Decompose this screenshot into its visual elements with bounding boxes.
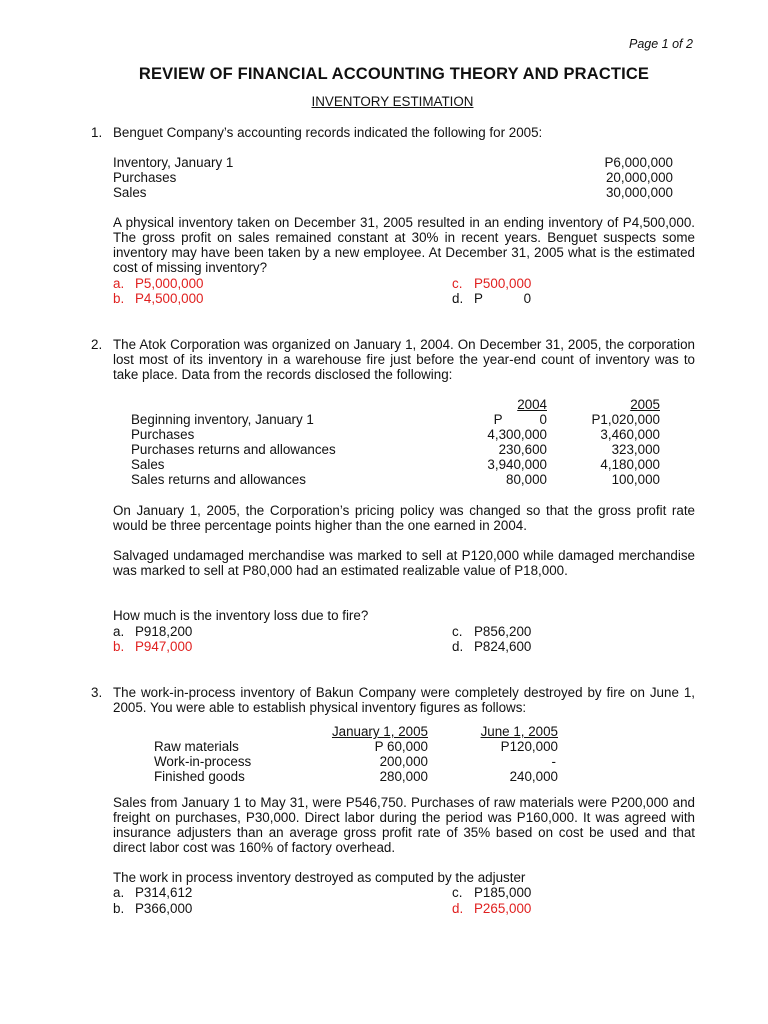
q3-question: The work in process inventory destroyed as computed by the adjuster bbox=[113, 870, 526, 885]
q2-pricing-paragraph: On January 1, 2005, the Corporation’s pricing policy was changed so that the gross profit rate would be three percentage points higher than the one earned in 2004. bbox=[113, 503, 695, 534]
q2-option-c bbox=[452, 624, 531, 639]
q3-col-january: January 1, 2005 bbox=[331, 724, 428, 739]
option-letter: d. bbox=[452, 291, 464, 306]
q3-row-v2: 240,000 bbox=[509, 769, 558, 784]
option-letter: b. bbox=[113, 901, 125, 916]
q1-row-value: 30,000,000 bbox=[605, 185, 673, 200]
q3-option-c bbox=[452, 885, 531, 900]
q2-row-v1: 3,940,000 bbox=[487, 457, 547, 472]
q2-row-v2: 3,460,000 bbox=[600, 427, 660, 442]
q1-row-label: Purchases bbox=[113, 170, 177, 185]
option-text: P185,000 bbox=[474, 885, 532, 900]
q2-row-label: Sales returns and allowances bbox=[131, 472, 306, 487]
q3-intro: The work-in-process inventory of Bakun Company were completely destroyed by fire on June 1, 2005. You were able to establish physical inventory figures as follows: bbox=[113, 685, 695, 716]
option-letter: b. bbox=[113, 291, 125, 306]
q3-number: 3. bbox=[91, 685, 103, 700]
q1-question: A physical inventory taken on December 31, 2005 resulted in an ending inventory of P4,500,000. The gross profit on sales remained constant at 30% in recent years. Benguet suspects some inventory may have been taken by a new employee. At December 31, 2005 what is the estimated cost of missing inventory? bbox=[113, 215, 695, 276]
q2-row-label: Purchases bbox=[131, 427, 195, 442]
option-text: P265,000 bbox=[474, 901, 532, 916]
q3-row-v2: P120,000 bbox=[500, 739, 558, 754]
q3-col-june: June 1, 2005 bbox=[480, 724, 558, 739]
q3-row-v1: 200,000 bbox=[379, 754, 428, 769]
q2-row-v1: 230,600 bbox=[498, 442, 547, 457]
q2-row-label: Sales bbox=[131, 457, 165, 472]
option-letter: c. bbox=[452, 885, 463, 900]
q3-details-paragraph: Sales from January 1 to May 31, were P546,750. Purchases of raw materials were P200,000 and freight on purchases, P30,000. Direct labor during the period was P160,000. It was agreed with insurance adjusters than an average gross profit rate of 35% based on cost be used and that direct labor cost was 160% of factory overhead. bbox=[113, 795, 695, 856]
q1-row-label: Sales bbox=[113, 185, 147, 200]
q1-intro: Benguet Company’s accounting records indicated the following for 2005: bbox=[113, 125, 543, 140]
q3-option-d bbox=[452, 901, 531, 916]
q3-row-v1: 280,000 bbox=[379, 769, 428, 784]
option-letter: c. bbox=[452, 276, 463, 291]
option-letter: b. bbox=[113, 639, 125, 654]
option-text: P500,000 bbox=[474, 276, 532, 291]
q2-salvage-paragraph: Salvaged undamaged merchandise was marked to sell at P120,000 while damaged merchandise was marked to sell at P80,000 had an estimated realizable value of P18,000. bbox=[113, 548, 695, 579]
q2-option-d bbox=[452, 639, 531, 654]
option-text: P947,000 bbox=[135, 639, 193, 654]
option-text: P918,200 bbox=[135, 624, 193, 639]
q2-row-v2: 323,000 bbox=[611, 442, 660, 457]
option-letter: c. bbox=[452, 624, 463, 639]
q2-question: How much is the inventory loss due to fire? bbox=[113, 608, 369, 623]
q3-row-label: Finished goods bbox=[154, 769, 245, 784]
q1-option-b bbox=[113, 291, 204, 306]
option-letter: d. bbox=[452, 639, 464, 654]
q2-row-v2: 4,180,000 bbox=[600, 457, 660, 472]
q2-row-v1: P 0 bbox=[493, 412, 547, 427]
q2-option-b bbox=[113, 639, 192, 654]
option-text: P314,612 bbox=[135, 885, 193, 900]
option-text: P5,000,000 bbox=[135, 276, 204, 291]
q2-row-v1: 4,300,000 bbox=[487, 427, 547, 442]
q1-option-c bbox=[452, 276, 531, 291]
q1-number: 1. bbox=[91, 125, 103, 140]
q3-row-v2: - bbox=[551, 754, 556, 769]
q1-option-a bbox=[113, 276, 204, 291]
q1-row-value: 20,000,000 bbox=[605, 170, 673, 185]
q2-row-label: Beginning inventory, January 1 bbox=[131, 412, 314, 427]
q3-row-v1: P 60,000 bbox=[374, 739, 428, 754]
option-text: P824,600 bbox=[474, 639, 532, 654]
page-number: Page 1 of 2 bbox=[629, 37, 693, 51]
q1-row-label: Inventory, January 1 bbox=[113, 155, 234, 170]
q3-option-a bbox=[113, 885, 192, 900]
q2-option-a bbox=[113, 624, 192, 639]
q2-intro: The Atok Corporation was organized on January 1, 2004. On December 31, 2005, the corporation lost most of its inventory in a warehouse fire just before the year-end count of inventory was to take place. Data from the records disclosed the following: bbox=[113, 337, 695, 383]
option-text: P 0 bbox=[474, 291, 532, 306]
option-letter: a. bbox=[113, 276, 125, 291]
q2-col-2004: 2004 bbox=[517, 397, 547, 412]
option-text: P4,500,000 bbox=[135, 291, 204, 306]
q2-row-v2: P1,020,000 bbox=[591, 412, 660, 427]
q3-row-label: Raw materials bbox=[154, 739, 239, 754]
q2-col-2005: 2005 bbox=[630, 397, 660, 412]
document-title: REVIEW OF FINANCIAL ACCOUNTING THEORY AND PRACTICE bbox=[138, 65, 650, 83]
option-letter: a. bbox=[113, 624, 125, 639]
option-text: P366,000 bbox=[135, 901, 193, 916]
q2-number: 2. bbox=[91, 337, 103, 352]
option-text: P856,200 bbox=[474, 624, 532, 639]
option-letter: d. bbox=[452, 901, 464, 916]
q3-row-label: Work-in-process bbox=[154, 754, 252, 769]
q2-row-label: Purchases returns and allowances bbox=[131, 442, 336, 457]
q2-row-v2: 100,000 bbox=[611, 472, 660, 487]
q1-row-value: P6,000,000 bbox=[604, 155, 673, 170]
document-subtitle: INVENTORY ESTIMATION bbox=[311, 94, 474, 109]
option-letter: a. bbox=[113, 885, 125, 900]
q1-option-d bbox=[452, 291, 531, 306]
q3-option-b bbox=[113, 901, 192, 916]
q2-row-v1: 80,000 bbox=[506, 472, 547, 487]
